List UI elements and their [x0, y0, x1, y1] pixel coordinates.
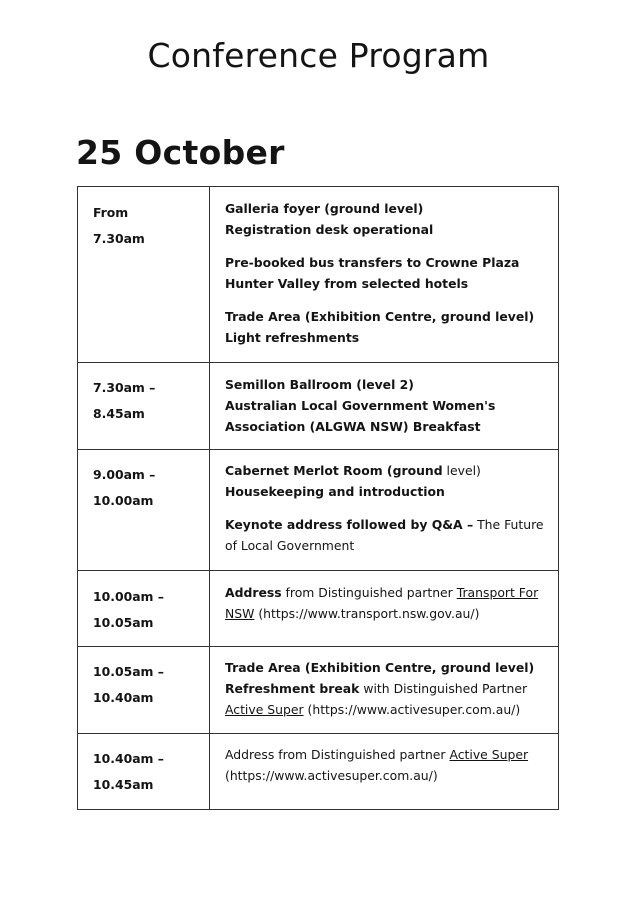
session-item [225, 744, 546, 786]
partner-link[interactable]: Active Super [225, 702, 304, 717]
item-line: Semillon Ballroom (level 2) [225, 377, 414, 392]
time-end: 10.40am [93, 690, 154, 705]
table-row [78, 363, 559, 450]
item-heading: Keynote address followed by Q&A – [225, 517, 474, 532]
description-cell [210, 187, 559, 363]
partner-url: (https://www.transport.nsw.gov.au/) [254, 606, 480, 621]
venue-level: level) [442, 463, 481, 478]
session-item [225, 657, 546, 720]
time-end: 10.00am [93, 493, 154, 508]
item-line: Australian Local Government Women's Association (ALGWA NSW) Breakfast [225, 398, 496, 434]
time-start: 10.40am – [93, 751, 164, 766]
description-cell [210, 734, 559, 810]
item-line: Galleria foyer (ground level) [225, 201, 424, 216]
time-start: 9.00am – [93, 467, 156, 482]
session-item [225, 460, 546, 502]
table-row [78, 734, 559, 810]
description-cell [210, 647, 559, 734]
session-item [225, 374, 546, 437]
description-cell [210, 363, 559, 450]
partner-url: (https://www.activesuper.com.au/) [303, 702, 521, 717]
item-line: Housekeeping and introduction [225, 484, 445, 499]
table-row [78, 187, 559, 363]
item-text: Address from Distinguished partner [225, 747, 450, 762]
item-text: The Future of Local Government [225, 517, 544, 553]
time-cell [78, 571, 210, 647]
time-end: 10.45am [93, 777, 154, 792]
time-cell [78, 450, 210, 571]
venue-name: Cabernet Merlot Room (ground [225, 463, 443, 478]
time-cell [78, 363, 210, 450]
item-line: Trade Area (Exhibition Centre, ground level) [225, 309, 535, 324]
partner-link[interactable]: Active Super [449, 747, 529, 762]
session-item [225, 582, 546, 624]
time-start: 10.00am – [93, 589, 164, 604]
item-line: Light refreshments [225, 330, 360, 345]
date-heading: 25 October [76, 133, 285, 172]
item-text: with Distinguished Partner [359, 681, 528, 696]
time-end: 8.45am [93, 406, 145, 421]
description-cell [210, 450, 559, 571]
item-heading: Refreshment break [225, 681, 360, 696]
time-start: From [93, 205, 129, 220]
partner-link[interactable]: Transport For NSW [225, 585, 539, 621]
table-row [78, 647, 559, 734]
time-cell [78, 734, 210, 810]
session-item: Pre-booked bus transfers to Crowne Plaza Hunter Valley from selected hotels [225, 255, 520, 291]
program-table [77, 186, 559, 810]
table-row [78, 450, 559, 571]
partner-url: (https://www.activesuper.com.au/) [225, 768, 438, 783]
page-title: Conference Program [147, 36, 490, 75]
item-line: Trade Area (Exhibition Centre, ground level) [225, 660, 535, 675]
table-row [78, 571, 559, 647]
item-heading: Address [225, 585, 282, 600]
session-item [225, 514, 546, 556]
item-line: Registration desk operational [225, 222, 434, 237]
time-cell [78, 187, 210, 363]
time-end: 7.30am [93, 231, 145, 246]
time-start: 7.30am – [93, 380, 156, 395]
session-item [225, 198, 546, 240]
time-end: 10.05am [93, 615, 154, 630]
description-cell [210, 571, 559, 647]
item-text: from Distinguished partner [281, 585, 457, 600]
time-start: 10.05am – [93, 664, 164, 679]
session-item [225, 306, 546, 348]
time-cell [78, 647, 210, 734]
